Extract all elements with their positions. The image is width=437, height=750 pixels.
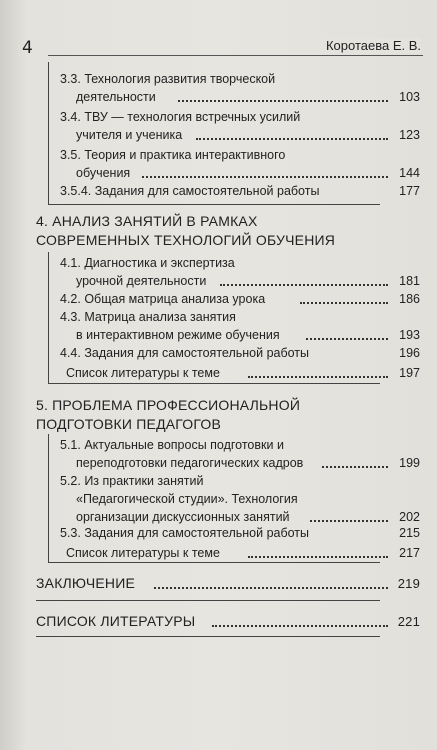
toc-page-number: 103 <box>399 90 420 104</box>
dot-leader <box>220 284 388 286</box>
toc-entry-title-cont: «Педагогической студии». Технология <box>76 492 298 506</box>
toc-entry-title-cont: деятельности <box>76 90 156 104</box>
header-rule <box>48 55 423 56</box>
toc-page-number: 202 <box>399 510 420 524</box>
toc-entry-title-cont: обучения <box>76 166 131 180</box>
toc-page-number: 217 <box>399 546 420 560</box>
toc-entry-3-5[interactable] <box>60 146 420 182</box>
chapter5-bracket-line <box>48 434 49 562</box>
toc-entry-3-3[interactable] <box>60 70 420 106</box>
toc-entry-5-1[interactable] <box>60 436 420 472</box>
toc-entry-title-cont: в интерактивном режиме обучения <box>76 328 280 342</box>
chapter3-bracket-line <box>48 62 49 204</box>
author-name: Коротаева Е. В. <box>320 38 421 53</box>
dot-leader <box>154 587 388 589</box>
chapter4-bracket-line <box>48 252 49 383</box>
dot-leader <box>306 338 388 340</box>
references-underline <box>36 636 380 637</box>
toc-entry-title: ЗАКЛЮЧЕНИЕ <box>36 575 135 591</box>
toc-page-number: 196 <box>399 346 420 360</box>
chapter5-bracket-bottom <box>48 562 380 563</box>
dot-leader <box>248 376 388 378</box>
toc-entry-title: 4.1. Диагностика и экспертиза <box>60 256 235 270</box>
toc-page-number: 193 <box>399 328 420 342</box>
toc-entry-title: 3.5. Теория и практика интерактивного <box>60 148 286 162</box>
toc-entry-4-2[interactable] <box>60 290 420 308</box>
toc-entry-title: 3.4. ТВУ — технология встречных усилий <box>60 110 301 124</box>
toc-page-number: 186 <box>399 292 420 306</box>
toc-entry-title: 5.3. Задания для самостоятельной работы <box>60 526 310 540</box>
toc-entry-title: Список литературы к теме <box>66 546 220 560</box>
toc-entry-4-4[interactable] <box>60 344 420 362</box>
chapter-title-line: 5. ПРОБЛЕМА ПРОФЕССИОНАЛЬНОЙ <box>36 397 301 413</box>
toc-page-number: 219 <box>397 576 420 591</box>
toc-entry-conclusion[interactable] <box>36 574 420 594</box>
toc-entry-refs-5[interactable] <box>60 544 420 562</box>
conclusion-underline <box>36 600 380 601</box>
toc-page-number: 123 <box>399 128 420 142</box>
toc-entry-4-3[interactable] <box>60 308 420 344</box>
chapter4-bracket-bottom <box>48 383 380 384</box>
toc-page-number: 199 <box>399 456 420 470</box>
toc-page-number: 181 <box>399 274 420 288</box>
chapter-title-line: СОВРЕМЕННЫХ ТЕХНОЛОГИЙ ОБУЧЕНИЯ <box>36 232 336 248</box>
toc-entry-title: 3.5.4. Задания для самостоятельной работы <box>60 184 320 198</box>
toc-entry-3-4[interactable] <box>60 108 420 144</box>
toc-entry-title-cont: переподготовки педагогических кадров <box>76 456 304 470</box>
toc-entry-title: 5.1. Актуальные вопросы подготовки и <box>60 438 284 452</box>
toc-entry-title: Список литературы к теме <box>66 366 220 380</box>
toc-entry-title: 3.3. Технология развития творческой <box>60 72 276 86</box>
toc-entry-3-5-4[interactable] <box>60 182 420 200</box>
toc-entry-4-1[interactable] <box>60 254 420 290</box>
dot-leader <box>300 302 388 304</box>
toc-entry-title: 5.2. Из практики занятий <box>60 474 204 488</box>
toc-entry-title-cont: организации дискуссионных занятий <box>76 510 290 524</box>
toc-entry-5-3[interactable] <box>60 524 420 542</box>
toc-entry-title: СПИСОК ЛИТЕРАТУРЫ <box>36 613 196 629</box>
toc-entry-title: 4.4. Задания для самостоятельной работы <box>60 346 310 360</box>
toc-page-number: 215 <box>399 526 420 540</box>
toc-entry-refs-4[interactable] <box>60 364 420 382</box>
chapter-title-line: ПОДГОТОВКИ ПЕДАГОГОВ <box>36 416 221 432</box>
toc-page-number: 144 <box>399 166 420 180</box>
page-number: 4 <box>22 38 33 58</box>
dot-leader <box>322 466 388 468</box>
toc-entry-title-cont: учителя и ученика <box>76 128 183 142</box>
toc-entry-5-2[interactable] <box>60 472 420 526</box>
chapter-4-title[interactable] <box>36 212 416 250</box>
toc-page-number: 197 <box>399 366 420 380</box>
toc-entry-title: 4.3. Матрица анализа занятия <box>60 310 236 324</box>
toc-page-number: 221 <box>397 614 420 629</box>
chapter-5-title[interactable] <box>36 396 416 434</box>
dot-leader <box>178 100 388 102</box>
dot-leader <box>248 556 388 558</box>
dot-leader <box>212 625 388 627</box>
toc-entry-title: 4.2. Общая матрица анализа урока <box>60 292 266 306</box>
toc-entry-title-cont: урочной деятельности <box>76 274 207 288</box>
dot-leader <box>196 138 388 140</box>
dot-leader <box>142 176 388 178</box>
toc-page-number: 177 <box>399 184 420 198</box>
chapter-title-line: 4. АНАЛИЗ ЗАНЯТИЙ В РАМКАХ <box>36 213 258 229</box>
toc-entry-references[interactable] <box>36 612 420 632</box>
dot-leader <box>310 520 388 522</box>
page-header <box>0 38 437 62</box>
chapter3-bracket-bottom <box>48 204 380 205</box>
